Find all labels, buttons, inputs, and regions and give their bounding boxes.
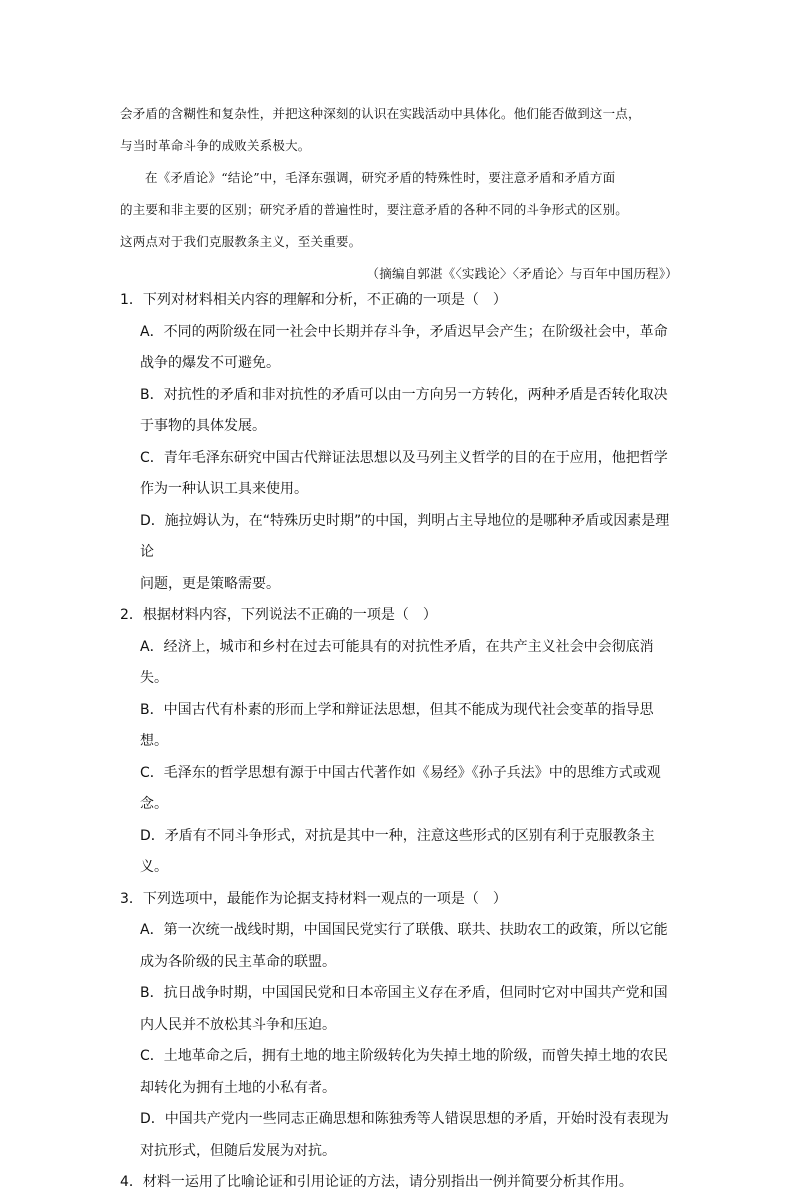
option-d: D．施拉姆认为，在“特殊历史时期”的中国，判明占主导地位的是哪种矛盾或因素是理论 (140, 512, 670, 560)
option-d: D．矛盾有不同斗争形式，对抗是其中一种，注意这些形式的区别有利于克服教条主义。 (140, 827, 655, 875)
question-1 (120, 285, 680, 600)
option-c-continued: 作为一种认识工具来使用。 (140, 481, 308, 497)
option-b-continued: 于事物的具体发展。 (140, 418, 266, 434)
passage-line: 会矛盾的含糊性和复杂性，并把这种深刻的认识在实践活动中具体化。他们能否做到这一点， (120, 106, 641, 121)
question-2 (120, 600, 680, 884)
question-list (120, 285, 680, 1199)
option-d-continued: 问题，更是策略需要。 (140, 575, 280, 592)
option-c: C．毛泽东的哲学思想有源于中国古代著作如《易经》《孙子兵法》中的思维方式或观念。 (140, 764, 661, 812)
option-d-continued: 对抗形式，但随后发展为对抗。 (140, 1142, 336, 1159)
passage-line: 在《矛盾论》“结论”中，毛泽东强调，研究矛盾的特殊性时，要注意矛盾和矛盾方面 (145, 170, 616, 185)
option-a-continued: 成为各阶级的民主革命的联盟。 (140, 953, 336, 970)
passage-line: 这两点对于我们克服教条主义，至关重要。 (120, 234, 362, 249)
option-b-continued: 内人民并不放松其斗争和压迫。 (140, 1016, 336, 1033)
question-4 (120, 1167, 680, 1199)
option-a: A．不同的两阶级在同一社会中长期并存斗争，矛盾迟早会产生；在阶级社会中，革命 (140, 323, 668, 340)
option-b: B．抗日战争时期，中国国民党和日本帝国主义存在矛盾，但同时它对中国共产党和国 (140, 985, 668, 1001)
question-3 (120, 884, 680, 1168)
option-a: A．经济上，城市和乡村在过去可能具有的对抗性矛盾，在共产主义社会中会彻底消失。 (140, 638, 654, 686)
question-stem: 1．下列对材料相关内容的理解和分析，不正确的一项是（ ） (120, 292, 507, 308)
option-b: B．对抗性的矛盾和非对抗性的矛盾可以由一方向另一方转化，两种矛盾是否转化取决 (140, 386, 668, 403)
option-c: C．土地革命之后，拥有土地的地主阶级转化为失掉土地的阶级，而曾失掉土地的农民 (140, 1048, 668, 1064)
option-a: A．第一次统一战线时期，中国国民党实行了联俄、联共、扶助农工的政策，所以它能 (140, 922, 668, 938)
option-b: B．中国古代有朴素的形而上学和辩证法思想，但其不能成为现代社会变革的指导思想。 (140, 701, 654, 749)
passage-line: 的主要和非主要的区别；研究矛盾的普遍性时，要注意矛盾的各种不同的斗争形式的区别。 (120, 202, 629, 217)
reading-passage (120, 98, 680, 290)
question-stem: 4．材料一运用了比喻论证和引用论证的方法，请分别指出一例并简要分析其作用。 (120, 1174, 633, 1190)
option-c-continued: 却转化为拥有土地的小私有者。 (140, 1079, 336, 1096)
question-stem: 3．下列选项中，最能作为论据支持材料一观点的一项是（ ） (120, 890, 507, 907)
passage-source: （摘编自郭湛《〈实践论〉〈矛盾论〉与百年中国历程》） (366, 266, 678, 281)
question-stem: 2．根据材料内容，下列说法不正确的一项是（ ） (120, 607, 437, 623)
option-c: C．青年毛泽东研究中国古代辩证法思想以及马列主义哲学的目的在于应用，他把哲学 (140, 449, 668, 466)
passage-line: 与当时革命斗争的成败关系极大。 (120, 138, 311, 153)
option-d: D．中国共产党内一些同志正确思想和陈独秀等人错误思想的矛盾，开始时没有表现为 (140, 1111, 669, 1127)
option-a-continued: 战争的爆发不可避免。 (140, 355, 280, 371)
